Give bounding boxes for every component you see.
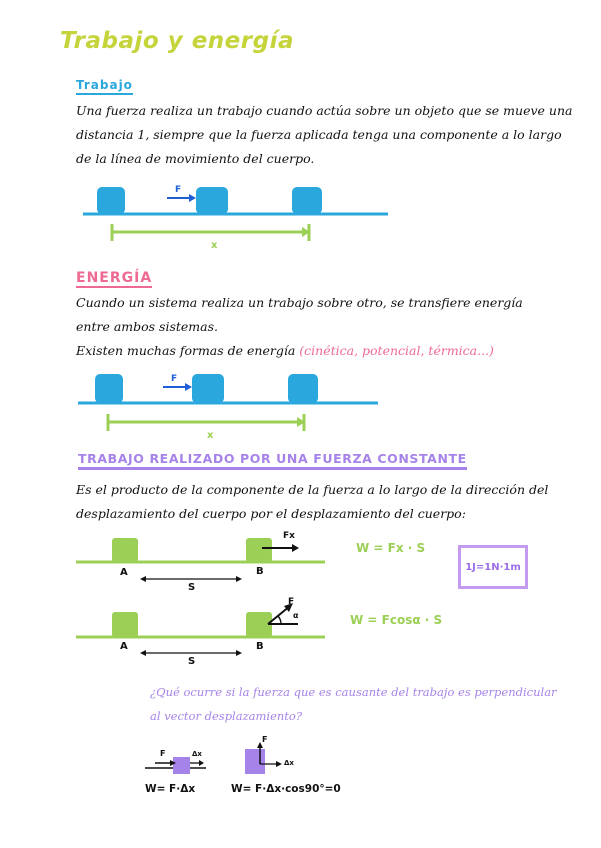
constante1-label-a: A bbox=[120, 567, 128, 578]
unit-box: 1J=1N·1m bbox=[458, 545, 528, 589]
example1-formula: W= F·Δx bbox=[145, 783, 196, 795]
constante2-formula: W = Fcosα · S bbox=[350, 613, 443, 627]
example2-force-label: F bbox=[262, 735, 268, 744]
constante2-label-s: S bbox=[188, 656, 196, 667]
example2-formula: W= F·Δx·cos90°=0 bbox=[231, 783, 341, 795]
constante1-s-arrow-left bbox=[140, 576, 146, 582]
example2-disp-arrowhead bbox=[276, 761, 282, 767]
section-heading-energia: ENERGÍA bbox=[76, 270, 153, 286]
trabajo-block-1 bbox=[97, 187, 125, 214]
constante1-block-b bbox=[246, 538, 272, 562]
energia-text-prefix: Existen muchas formas de energía bbox=[76, 343, 300, 358]
constante2-block-a bbox=[112, 612, 138, 637]
example1-disp-arrowhead bbox=[199, 760, 204, 766]
trabajo-block-2 bbox=[196, 187, 228, 214]
energia-block-1 bbox=[95, 374, 123, 403]
energia-distance-label: x bbox=[207, 430, 214, 441]
energia-text bbox=[76, 291, 556, 363]
energia-text-line2 bbox=[76, 339, 556, 363]
constante2-label-a: A bbox=[120, 641, 128, 652]
constante1-s-arrow-right bbox=[236, 576, 242, 582]
constante1-label-s: S bbox=[188, 582, 196, 593]
constante1-block-a bbox=[112, 538, 138, 562]
constante2-s-arrow-right bbox=[236, 650, 242, 656]
constante2-angle-arc bbox=[278, 616, 281, 624]
trabajo-distance-label: x bbox=[211, 240, 218, 251]
energia-types: (cinética, potencial, térmica...) bbox=[299, 343, 494, 358]
example1-disp-label: Δx bbox=[192, 750, 202, 758]
section-heading-constante: TRABAJO REALIZADO POR UNA FUERZA CONSTANTE bbox=[78, 451, 467, 470]
energia-force-arrowhead bbox=[185, 383, 192, 391]
example1-force-label: F bbox=[160, 749, 166, 758]
trabajo-force-label: F bbox=[175, 185, 182, 195]
constante1-label-b: B bbox=[256, 566, 264, 577]
section-heading-trabajo: Trabajo bbox=[76, 78, 133, 95]
example1-block bbox=[173, 757, 190, 774]
constante2-angle-label: α bbox=[293, 611, 299, 620]
constante2-label-b: B bbox=[256, 641, 264, 652]
trabajo-text: Una fuerza realiza un trabajo cuando actúa sobre un objeto que se mueve una distancia 1, siempre que la fuerza aplicada tenga una componente a lo largo de la línea de movimiento del cuerpo. bbox=[76, 103, 573, 166]
constante1-force-arrowhead bbox=[292, 544, 299, 552]
constante-text: Es el producto de la componente de la fuerza a lo largo de la dirección del desplazamiento del cuerpo por el desplazamiento del cuerpo: bbox=[76, 482, 549, 521]
energia-force-label: F bbox=[171, 374, 178, 384]
constante1-force-label: Fx bbox=[283, 531, 295, 541]
trabajo-force-arrowhead bbox=[189, 194, 196, 202]
page-title: Trabajo y energía bbox=[60, 28, 294, 54]
question-text: ¿Qué ocurre si la fuerza que es causante del trabajo es perpendicular al vector desplazamiento? bbox=[150, 685, 557, 723]
example2-block bbox=[245, 749, 265, 774]
energia-block-2 bbox=[192, 374, 224, 403]
constante2-s-arrow-left bbox=[140, 650, 146, 656]
example2-disp-label: Δx bbox=[284, 759, 294, 767]
energia-text-line1: Cuando un sistema realiza un trabajo sobre otro, se transfiere energía entre ambos sistemas. bbox=[76, 295, 523, 334]
energia-block-3 bbox=[288, 374, 318, 403]
constante2-force-label: F bbox=[288, 597, 295, 607]
trabajo-block-3 bbox=[292, 187, 322, 214]
constante1-formula: W = Fx · S bbox=[356, 541, 426, 555]
